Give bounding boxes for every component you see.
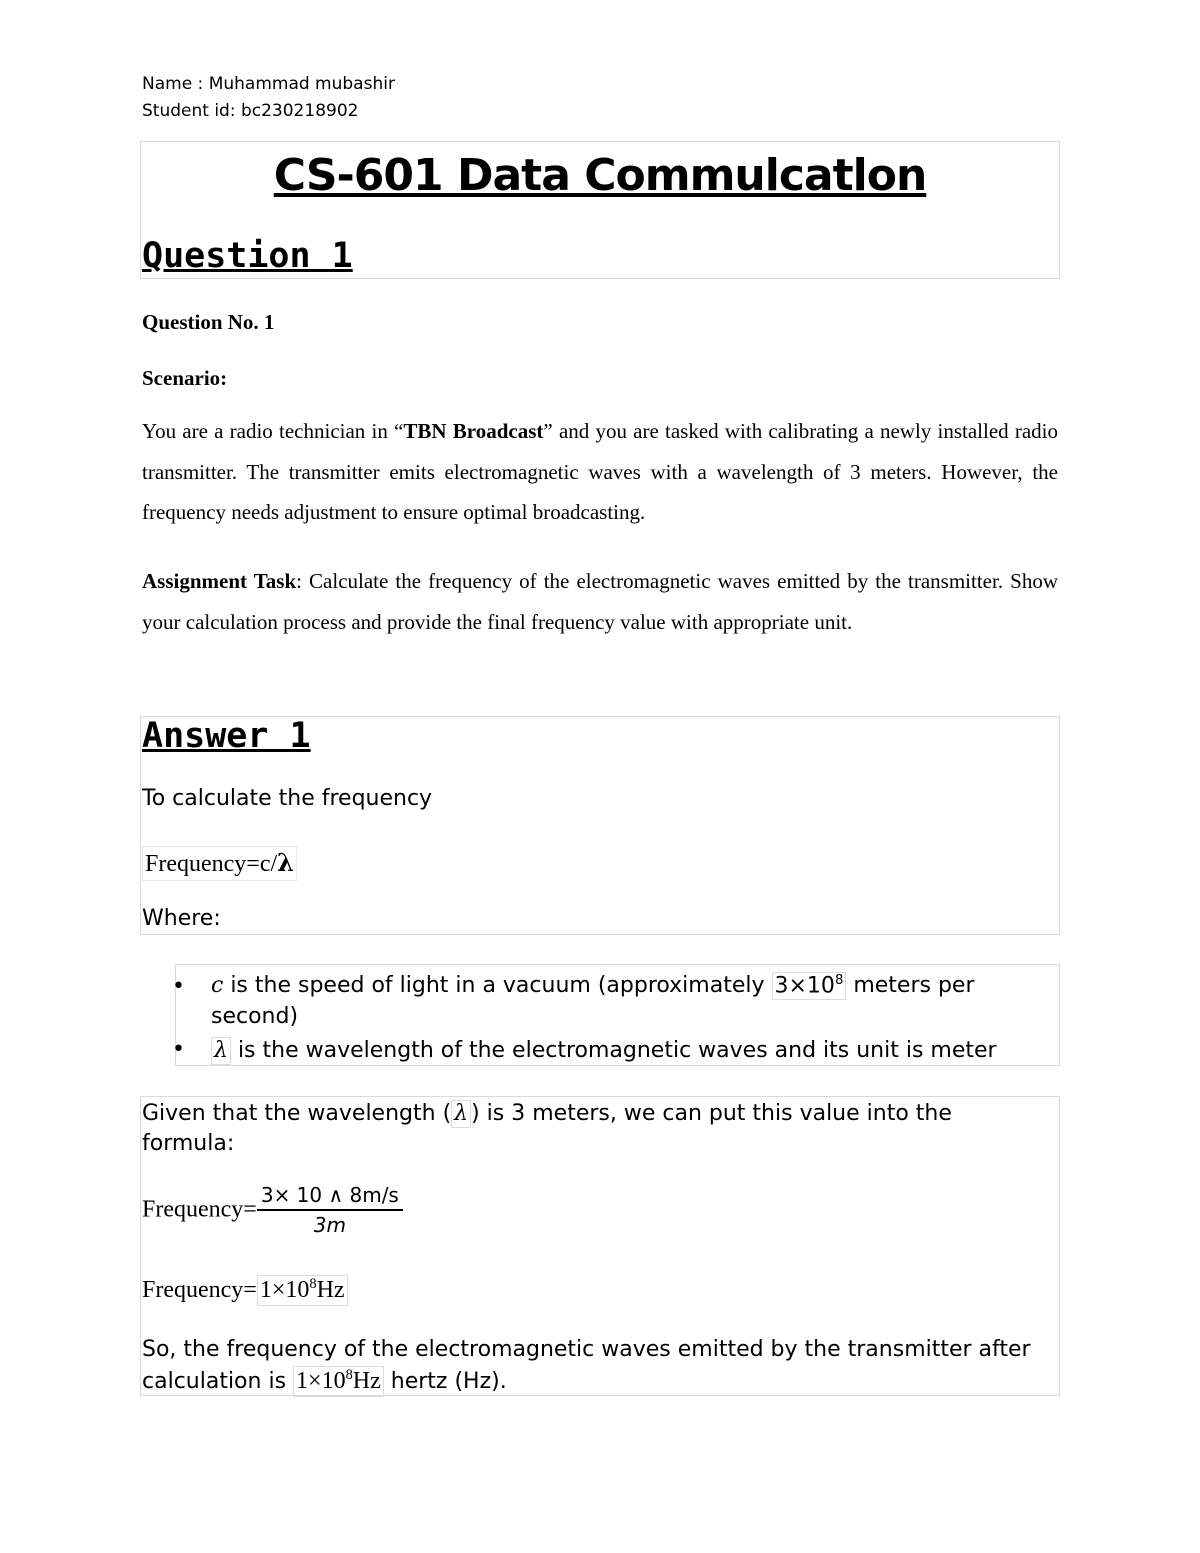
- fraction-numerator: 3× 10 ∧ 8m/s: [257, 1183, 403, 1211]
- calculation-fraction: [257, 1183, 403, 1237]
- bullet-dot: •: [172, 974, 185, 999]
- question-number: Question No. 1: [142, 310, 275, 334]
- result-formula: Frequency= $1\times 10^8Hz$: [142, 1275, 348, 1306]
- bullet-speed-of-light: c is the speed of light in a vacuum (approximately $3\times 10^8$ meters per second): [211, 972, 975, 1029]
- answer-heading: Answer 1: [142, 716, 311, 756]
- answer-intro: To calculate the frequency: [142, 786, 433, 811]
- where-label: Where:: [142, 906, 221, 931]
- calculation-formula: Frequency= $\frac{3\times 10 \wedge 8m/s}{3m}$: [142, 1183, 403, 1237]
- lambda-symbol: λ: [451, 1100, 471, 1128]
- scenario-label: Scenario:: [142, 366, 228, 390]
- conclusion-text: So, the frequency of the electromagnetic waves emitted by the transmitter after calculation is $1\times 10^8Hz$ hertz (Hz).: [142, 1334, 1042, 1398]
- question-heading: Question 1: [142, 236, 353, 276]
- task-label: Assignment Task: [142, 569, 297, 593]
- assignment-task-paragraph: Assignment Task: Calculate the frequency of the electromagnetic waves emitted by the transmitter. Show your calculation process and provide the final frequency value with appropriate unit.: [142, 569, 1058, 634]
- student-name: Name : Muhammad mubashir: [142, 74, 395, 94]
- lambda-symbol: λ: [211, 1037, 231, 1065]
- scenario-paragraph: You are a radio technician in “TBN Broadcast” and you are tasked with calibrating a newly installed radio transmitter. The transmitter emits electromagnetic waves with a wavelength of 3 meters. However, the frequency needs adjustment to ensure optimal broadcasting.: [142, 419, 1059, 524]
- conclusion-value: $1\times 10^8Hz$: [293, 1366, 384, 1397]
- lambda-symbol: λ: [277, 848, 294, 877]
- c-value: $3\times 10^8$: [772, 972, 847, 1001]
- result-value: $1\times 10^8Hz$: [257, 1275, 348, 1306]
- document-title: CS-601 Data Commulcatlon: [273, 150, 927, 201]
- bullet-dot: •: [172, 1037, 185, 1062]
- fraction-denominator: 3m: [313, 1213, 346, 1237]
- company-name: TBN Broadcast: [403, 419, 544, 443]
- student-id: Student id: bc230218902: [142, 101, 359, 121]
- frequency-formula: Frequency=c/λ: [142, 846, 297, 881]
- given-text: Given that the wavelength ( λ ) is 3 meters, we can put this value into the formula:: [142, 1101, 952, 1156]
- bullet-wavelength: λ is the wavelength of the electromagnetic waves and its unit is meter: [211, 1035, 1056, 1066]
- c-symbol: c: [211, 973, 224, 998]
